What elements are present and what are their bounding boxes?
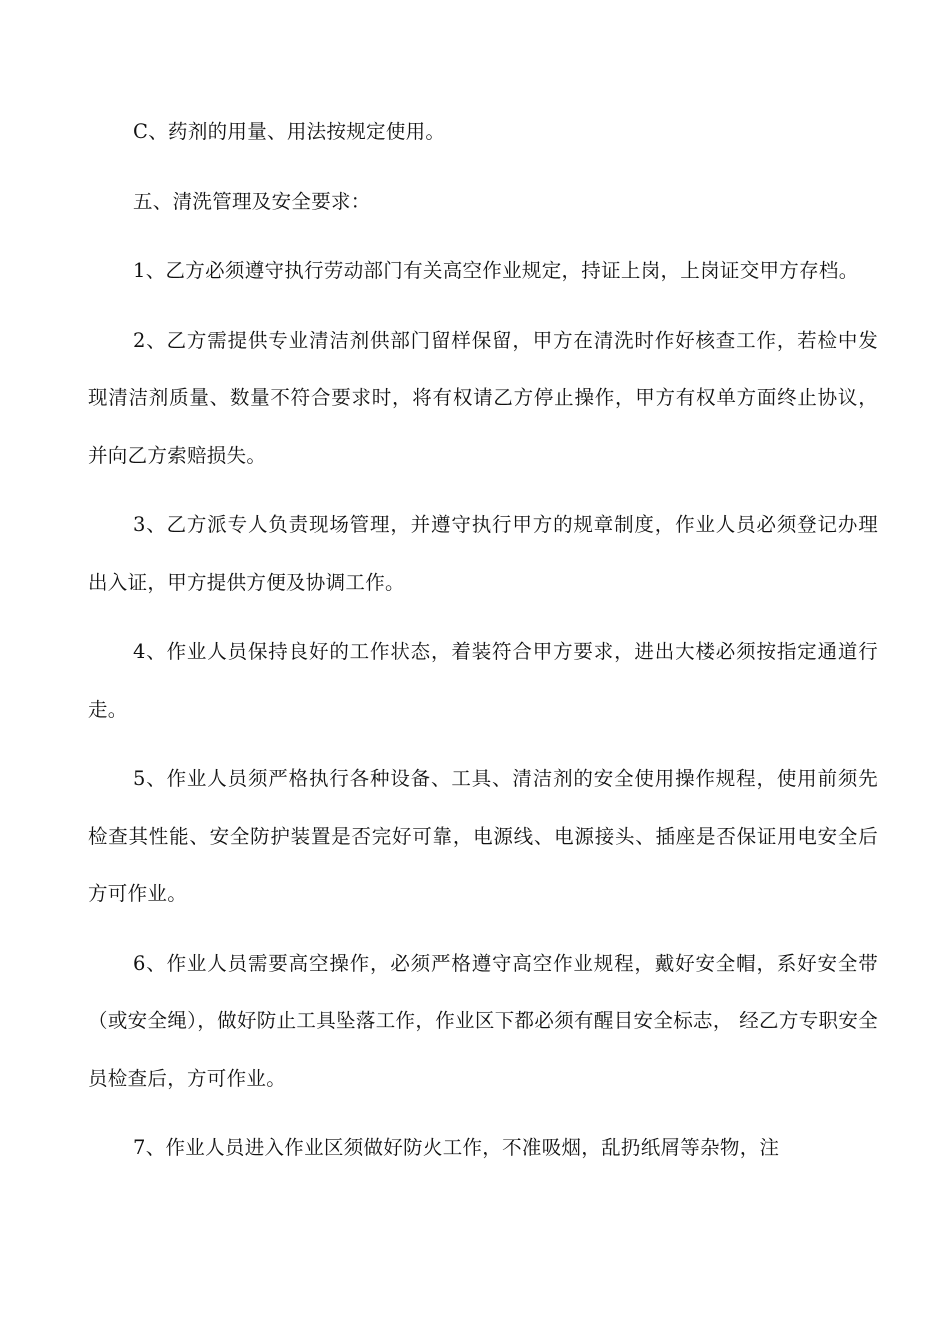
paragraph-item-2: 2、乙方需提供专业清洁剂供部门留样保留，甲方在清洗时作好核查工作，若检中发现清洁剂质量、数量不符合要求时，将有权请乙方停止操作，甲方有权单方面终止协议，并向乙方索赔损失。 (88, 328, 878, 467)
paragraph-item-1: 1、乙方必须遵守执行劳动部门有关高空作业规定，持证上岗，上岗证交甲方存档。 (133, 259, 859, 282)
paragraph-item-4: 4、作业人员保持良好的工作状态，着装符合甲方要求，进出大楼必须按指定通道行走。 (88, 640, 878, 721)
document-body (88, 103, 878, 1177)
paragraph-c-dosage: C、药剂的用量、用法按规定使用。 (133, 120, 446, 143)
paragraph-item-7: 7、作业人员进入作业区须做好防火工作，不准吸烟，乱扔纸屑等杂物，注 (133, 1136, 780, 1159)
paragraph-item-3: 3、乙方派专人负责现场管理，并遵守执行甲方的规章制度，作业人员必须登记办理出入证，甲方提供方便及协调工作。 (88, 513, 878, 594)
paragraph-item-6: 6、作业人员需要高空操作，必须严格遵守高空作业规程，戴好安全帽，系好安全带（或安全绳），做好防止工具坠落工作，作业区下都必须有醒目安全标志， 经乙方专职安全员检查后，方可作业。 (88, 951, 878, 1090)
section-heading-cleaning-safety: 五、清洗管理及安全要求： (133, 189, 371, 213)
paragraph-item-5: 5、作业人员须严格执行各种设备、工具、清洁剂的安全使用操作规程，使用前须先检查其性能、安全防护装置是否完好可靠，电源线、电源接头、插座是否保证用电安全后方可作业。 (88, 767, 878, 905)
